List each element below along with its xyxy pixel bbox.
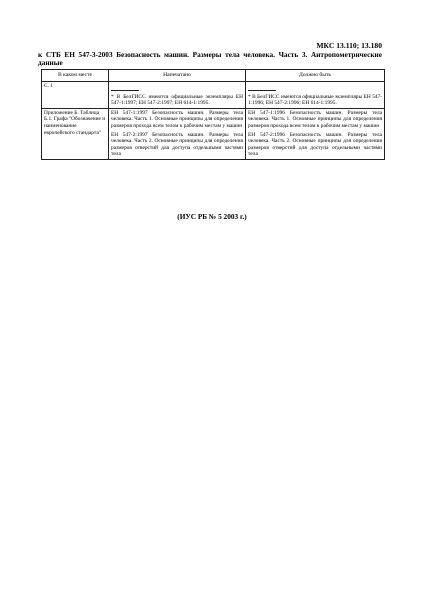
column-header-printed: Напечатано xyxy=(109,70,246,82)
spacer xyxy=(248,83,382,88)
printed-footnote: * В БелГИСС имеются официальные экземпляры ЕН 547-1:1997; ЕН 547-2:1997; ЕН 614-1:1995. xyxy=(111,93,243,107)
column-header-place: В каком месте xyxy=(42,70,109,82)
correct-footnote: * В БелГИСС имеются официальные экземпляры ЕН 547-1:1996; ЕН 547-2:1996; ЕН 614-1:1995. xyxy=(248,93,382,107)
printed-cell xyxy=(109,108,246,159)
place-cell xyxy=(42,108,109,159)
printed-standard-1: ЕН 547-1:1997 Безопасность машин. Размеры тела человека. Часть 1. Основные принципы для определения размеров прохода всем телом к рабочим местам у машин xyxy=(111,109,243,129)
correct-standard-1: ЕН 547-1:1996 Безопасность машин. Размеры тела человека. Часть 1. Основные принципы для определения размеров прохода всем телом к рабочим местам у машин xyxy=(248,109,382,129)
column-header-correct: Должно быть xyxy=(246,70,385,82)
correct-cell xyxy=(246,81,385,108)
place-text: С. 1 xyxy=(44,82,53,89)
table-row xyxy=(42,108,385,159)
footnote-rule xyxy=(111,90,139,91)
table-header-row xyxy=(42,70,385,82)
printed-cell xyxy=(109,81,246,108)
amendment-title: к СТБ ЕН 547-3-2003 Безопасность машин. Размеры тела человека. Часть 3. Антропометрические данные xyxy=(38,50,382,67)
printed-standard-2: ЕН 547-2:1997 Безопасность машин. Размеры тела человека. Часть 2. Основные принципы для определения размеров отверстий для доступа отдельными частями тела xyxy=(111,131,243,158)
source-reference: (ИУС РБ № 5 2003 г.) xyxy=(177,212,247,221)
footnote-rule xyxy=(248,90,276,91)
corrections-table xyxy=(41,69,385,160)
correct-standard-2: ЕН 547-2:1996 Безопасность машин. Размеры тела человека. Часть 2. Основные принципы для определения размеров отверстий для доступа отдельными частями тела xyxy=(248,131,382,158)
correct-cell xyxy=(246,108,385,159)
mks-code: МКС 13.110; 13.180 xyxy=(316,41,382,50)
place-cell xyxy=(42,81,109,108)
table-row xyxy=(42,81,385,108)
spacer xyxy=(111,83,243,88)
place-text: Приложение Б. Таблица Б.1. Графа "Обозначение и наименование европейского стандарта" xyxy=(44,109,106,136)
